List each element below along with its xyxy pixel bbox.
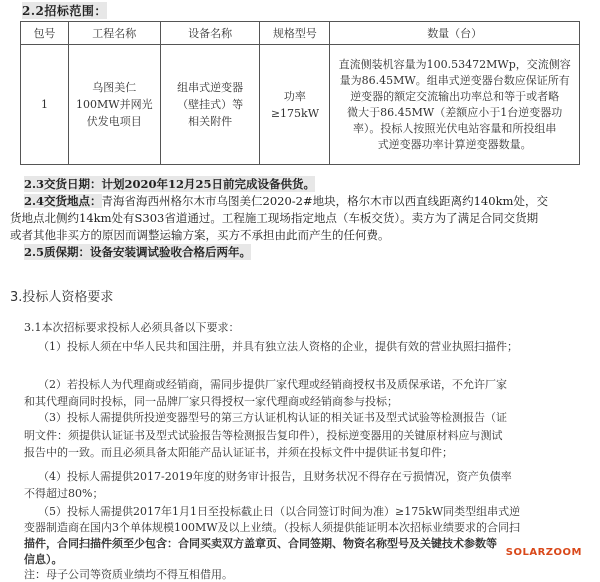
equipment-line: （壁挂式）等 (177, 98, 244, 111)
section-2-4-line: 货地点北侧约14km处有S303省道通过。工程施工现场指定地点（车板交货）。卖方为了满足合同交货期 (10, 211, 539, 225)
section-2-4-text: 青海省海西州格尔木市乌图美仁2020-2#地块，格尔木市以西直线距离约140km处，交 (101, 194, 548, 208)
requirement-item-2-cont: 和其代理商同时投标，同一品牌厂家只得授权一家代理商或经销商参与投标； (24, 395, 398, 408)
requirement-item-3-cont: 报告中的一致。而且必须具备太阳能产品认证证书，并须在投标文件中提供证书复印件； (24, 446, 453, 459)
requirement-item-4: （4）投标人需提供2017-2019年度的财务审计报告，且财务状况不得存在亏损情况，资产负债率 (38, 470, 512, 483)
requirement-item-5: （5）投标人需提供2017年1月1日至投标截止日（以合同签订时间为准）≥175kW同类型组串式逆 (38, 505, 521, 518)
section-3-1-intro: 3.1本次招标要求投标人必须具备以下要求： (24, 321, 240, 334)
cell-equipment (160, 45, 260, 165)
cell-spec (260, 45, 330, 165)
solarzoom-watermark: SOLARZOOM (505, 547, 582, 558)
quantity-line: 逆变器的额定交流输出功率总和等于或者略 (350, 89, 560, 103)
header-package: 包号 (21, 22, 69, 45)
equipment-line: 相关附件 (188, 115, 233, 128)
quantity-line: 式逆变器功率计算逆变器数量。 (377, 137, 532, 151)
header-equipment: 设备名称 (160, 22, 260, 45)
section-3-note: 注：母子公司等资质业绩均不得互相借用。 (24, 568, 233, 581)
equipment-line: 组串式逆变器 (177, 81, 244, 94)
quantity-line: 直流侧装机容量为100.53472MWp，交流侧容 (338, 57, 571, 71)
cell-project (68, 45, 160, 165)
section-3-title: 3.投标人资格要求 (10, 290, 114, 305)
requirement-item-5-text: 变器制造商在国内3个单体规模100MW及以上业绩。（投标人须提供能证明本次招标业绩要求的合同扫 (24, 521, 521, 534)
table-header-row (21, 22, 580, 45)
section-2-5-warranty: 2.5质保期：设备安装调试验收合格后两年。 (24, 245, 252, 259)
requirement-item-5-cont: 信息）。 (24, 553, 63, 566)
requirement-item-4-cont: 不得超过80%； (24, 487, 104, 500)
header-spec: 规格型号 (260, 22, 330, 45)
bid-scope-table (20, 21, 580, 165)
section-2-4-line: 或者其他非买方的原因而调整运输方案，买方不承担由此而产生的任何费。 (10, 228, 390, 242)
section-2-4-label: 2.4交货地点： (24, 194, 102, 208)
header-project: 工程名称 (68, 22, 160, 45)
requirement-item-1: （1）投标人须在中华人民共和国注册，并具有独立法人资格的企业，提供有效的营业执照扫描件； (38, 340, 518, 353)
section-2-4-line (24, 193, 548, 209)
table-row (21, 45, 580, 165)
requirement-item-2: （2）若投标人为代理商或经销商，需同步提供厂家代理或经销商授权书及质保承诺，不允许厂家 (38, 378, 507, 391)
quantity-line: 量为86.45MW。组串式逆变器台数应保证所有 (339, 73, 570, 87)
project-line: 伏发电项目 (86, 115, 142, 128)
spec-line: 功率 (283, 89, 306, 103)
quantity-line: 率）。投标人按照光伏电站容量和所投组串 (352, 121, 557, 135)
cell-quantity (330, 45, 580, 165)
cell-package: 1 (21, 45, 69, 165)
header-quantity: 数量（台） (330, 22, 580, 45)
requirement-item-5-cont: 描件，合同扫描件须至少包含：合同买卖双方盖章页、合同签期、物资名称型号及关键技术参数等 (24, 537, 497, 550)
project-line: 乌图美仁 (92, 81, 137, 94)
section-2-2-title: 2.2招标范围： (22, 4, 107, 18)
quantity-line: 微大于86.45MW（差额应小于1台逆变器功 (347, 105, 563, 119)
project-line: 100MW并网光 (76, 98, 153, 111)
requirement-item-3: （3）投标人需提供所投逆变器型号的第三方认证机构认证的相关证书及型式试验等检测报告（证 (38, 411, 507, 424)
spec-line: ≥175kW (270, 106, 320, 120)
requirement-item-3-cont: 明文件：须提供认证证书及型式试验报告等检测报告复印件），投标逆变器用的关键原材料应与测试 (24, 429, 503, 442)
section-2-3-delivery-date: 2.3交货日期：计划2020年12月25日前完成设备供货。 (24, 177, 316, 191)
requirement-item-5-cont (24, 519, 520, 535)
